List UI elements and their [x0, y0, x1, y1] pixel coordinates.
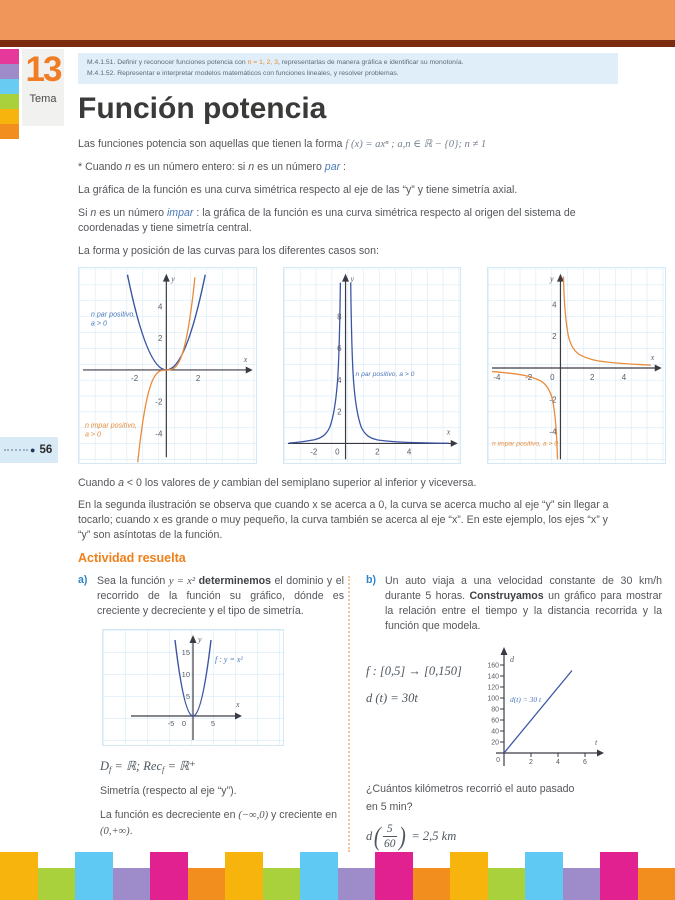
strip-block [338, 868, 376, 900]
tick-label: 4 [157, 301, 163, 311]
strip-block [300, 852, 338, 900]
color-tab-orange [0, 124, 19, 139]
formula-potencia: f (x) = axⁿ ; a,n ∈ ℝ − {0}; n ≠ 1 [345, 138, 487, 150]
grid [488, 268, 665, 462]
figure-inverse-odd [487, 267, 666, 464]
color-tab-magenta [0, 49, 19, 64]
activity-heading: Actividad resuelta [78, 550, 186, 565]
paragraph-grafica-par: La gráfica de la función es una curva simétrica respecto al eje de las “y” y tiene simetría axial. [78, 184, 518, 197]
result-d: d [366, 829, 373, 844]
strip-block [188, 868, 226, 900]
x-axis-arrow [597, 749, 604, 756]
tick-label: 6 [583, 758, 587, 766]
tick-label: 60 [491, 717, 499, 725]
tick-label: 2 [529, 758, 533, 766]
page-content [78, 53, 666, 852]
tick-label: 2 [157, 333, 163, 343]
monotonia-line: La función es decreciente en (−∞,0) y creciente en (0,+∞). [100, 808, 338, 837]
tick-label: 2 [590, 372, 595, 382]
strip-block [375, 852, 413, 900]
activity-item-b [358, 574, 662, 852]
tema-number: 13 [25, 50, 61, 89]
symmetry-line: Simetría (respecto al eje “y”). [100, 784, 237, 797]
standards-line-1: M.4.1.51. Definir y reconocer funciones potencia con n = 1, 2, 3, representarlas de manera gráfica e identificar su monotonía. [87, 59, 464, 66]
x-axis-label: x [236, 699, 240, 709]
fraction-numerator: 5 [383, 822, 397, 837]
paragraph-impar: Si n es un número impar : la gráfica de la función es una curva simétrica respecto al origen del sistema de coordenadas y tiene simetría central. [78, 207, 576, 234]
y-axis-label: y [171, 274, 175, 284]
question-line-1: ¿Cuántos kilómetros recorrió el auto pasado [366, 782, 575, 795]
result-value: = 2,5 km [411, 829, 457, 844]
y-tick-marks [500, 665, 504, 742]
tick-label: -4 [493, 372, 501, 382]
tick-label: -4 [549, 427, 557, 437]
page-number-dot: ● [30, 445, 36, 455]
tick-label: 8 [336, 311, 342, 321]
standards-highlight: n = 1, 2, 3 [247, 59, 278, 66]
tick-label: 2 [195, 373, 201, 383]
tick-label: 2 [374, 446, 380, 456]
grid [284, 268, 461, 462]
item-marker-a: a) [78, 573, 88, 586]
tick-label: 4 [336, 375, 342, 385]
origin-label: 0 [334, 446, 340, 456]
tick-label: 2 [336, 407, 342, 417]
tick-label: -2 [525, 372, 533, 382]
column-divider [348, 576, 350, 852]
origin-label: 0 [550, 372, 555, 382]
tick-label: 10 [181, 669, 190, 679]
curve-label-par: n par positivo, [90, 309, 136, 318]
math-f-line: f : [0,5] → [0,150] [366, 663, 462, 678]
tick-label: 5 [185, 691, 190, 701]
curve-label: f : y = x² [215, 654, 243, 664]
tick-label: -2 [131, 373, 139, 383]
strip-block [150, 852, 188, 900]
y-axis-arrow [501, 647, 508, 655]
strip-block [563, 868, 601, 900]
figure-distance-time [466, 638, 626, 776]
tick-label: -2 [309, 446, 317, 456]
color-tab-yellow [0, 109, 19, 124]
domain-line: Df = ℝ; Recf = ℝ⁺ [100, 758, 196, 774]
y-axis-label: y [198, 634, 202, 644]
x-axis-label: x [243, 354, 248, 364]
tick-label: -5 [167, 718, 175, 728]
strip-block [488, 868, 526, 900]
page-number [0, 437, 58, 463]
color-tab-blue [0, 79, 19, 94]
figure-power-positive [78, 267, 257, 464]
tick-label: 160 [487, 662, 499, 670]
strip-block [600, 852, 638, 900]
left-paren: ( [374, 821, 382, 851]
tick-label: 4 [552, 299, 557, 309]
tick-label: 15 [181, 647, 190, 657]
activity-item-a [78, 574, 344, 852]
paragraph-asintotas: En la segunda ilustración se observa que cuando x se acerca a 0, la curva se acerca mucho al eje “y” sin llegar a tocarlo; cuando x es grande o muy pequeño, la curva también se acerca al eje “x”. En este ejemplo, los ejes “x” y “y” son asíntotas de la función. [78, 499, 609, 542]
strip-block [263, 868, 301, 900]
activity-columns [78, 574, 666, 852]
strip-block [413, 868, 451, 900]
y-axis-label: y [550, 274, 554, 284]
tick-label: -2 [549, 395, 557, 405]
tick-label: 4 [406, 446, 411, 456]
tick-label: 20 [491, 739, 499, 747]
tick-label: 6 [336, 343, 342, 353]
grid [79, 268, 256, 462]
figure-row [78, 267, 666, 464]
result-formula [366, 822, 662, 852]
strip-block [525, 852, 563, 900]
standards-line-2: M.4.1.52. Representar e interpretar modelos matemáticos con funciones lineales, y resolver problemas. [87, 69, 399, 77]
figure-parabola-small [102, 629, 284, 746]
tick-label: 40 [491, 728, 499, 736]
strip-block [450, 852, 488, 900]
tick-label: 4 [622, 372, 627, 382]
page-number-leader [4, 449, 28, 451]
curve-label-impar: n impar positivo, [84, 421, 137, 430]
figure-inverse-even [283, 267, 462, 464]
y-axis-label: y [350, 274, 354, 284]
top-banner [0, 0, 675, 40]
paragraph-casos-intro: La forma y posición de las curvas para los diferentes casos son: [78, 244, 379, 257]
footer-color-strip [0, 852, 675, 900]
x-axis-label: x [446, 427, 450, 437]
math-d-line: d (t) = 30t [366, 690, 418, 705]
paragraph-forma: Las funciones potencia son aquellas que tienen la forma f (x) = axⁿ ; a,n ∈ ℝ − {0}; n ≠ 1 [78, 137, 487, 150]
x-axis-label: x [651, 352, 655, 362]
strip-block [113, 868, 151, 900]
paragraph-entero-par: * Cuando n es un número entero: si n es un número par : [78, 161, 346, 174]
tick-label: 5 [210, 718, 216, 728]
page-number-value: 56 [39, 444, 53, 456]
strip-block [0, 852, 38, 900]
standards-box [78, 53, 618, 84]
curve-label: n par positivo, a > 0 [355, 370, 415, 378]
fraction-denominator: 60 [384, 838, 396, 851]
line-d-30t [504, 670, 572, 753]
strip-block [75, 852, 113, 900]
tick-label: 100 [487, 695, 499, 703]
color-tab-purple [0, 64, 19, 79]
item-marker-b: b) [366, 573, 376, 586]
banner-rule [0, 40, 675, 47]
x-axis-label: t [595, 737, 598, 747]
origin-label: 0 [181, 718, 187, 728]
curve-label: n impar positivo, a > 0 [492, 439, 559, 447]
curve-label-par-2: a > 0 [90, 318, 107, 327]
strip-block [225, 852, 263, 900]
color-tab-green [0, 94, 19, 109]
item-a-text: Sea la función y = x² determinemos el dominio y el recorrido de la función su gráfico, dónde es creciente y decreciente y el tipo de simetría. [97, 574, 344, 617]
tick-label: 4 [556, 758, 560, 766]
right-paren: ) [398, 821, 406, 851]
tick-label: 80 [491, 706, 499, 714]
page-title: Función potencia [78, 92, 327, 126]
strip-block [38, 868, 76, 900]
question-line-2: en 5 min? [366, 800, 413, 813]
tema-badge [22, 49, 64, 126]
curve-label: d(t) = 30 t [510, 694, 542, 704]
strip-block [638, 868, 675, 900]
tick-label: -2 [155, 397, 163, 407]
chapter-color-tabs [0, 49, 19, 139]
origin-label: 0 [496, 756, 500, 764]
tick-label: 120 [487, 684, 499, 692]
tick-label: 140 [487, 673, 499, 681]
y-axis-label: d [510, 654, 514, 664]
tick-label: -4 [155, 428, 163, 438]
tema-label: Tema [29, 93, 57, 105]
curve-label-impar-2: a > 0 [84, 429, 102, 438]
tick-label: 2 [552, 331, 557, 341]
paragraph-a-negativo: Cuando a < 0 los valores de y cambian del semiplano superior al inferior y viceversa. [78, 476, 477, 489]
item-b-text: Un auto viaja a una velocidad constante de 30 km/h durante 5 horas. Construyamos un gráfico para mostrar la relación entre el tiempo y la distancia recorrida y la función que modela. [385, 574, 662, 632]
